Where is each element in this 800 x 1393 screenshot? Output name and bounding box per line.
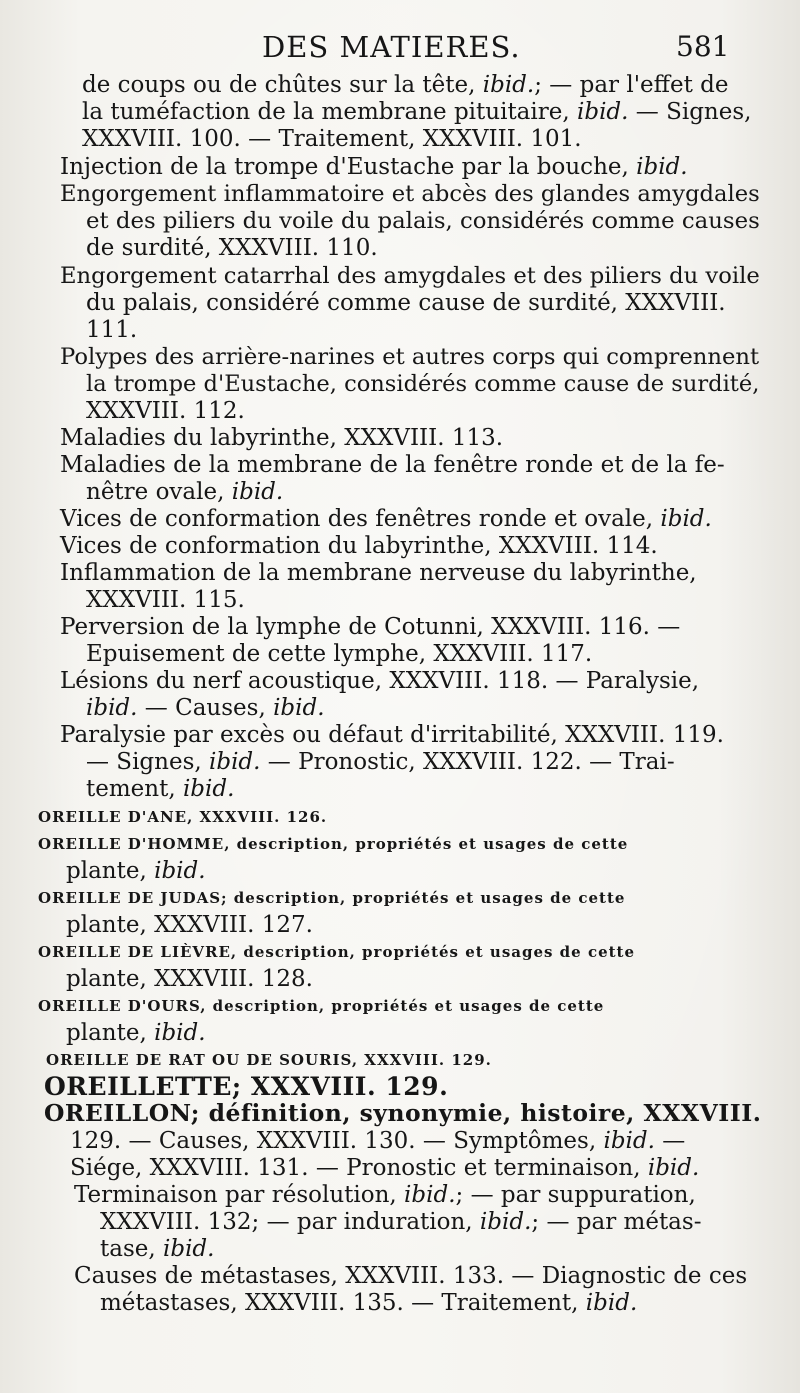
index-line: du palais, considéré comme cause de surdité, XXXVIII. (86, 290, 726, 316)
index-line: Injection de la trompe d'Eustache par la bouche, ibid. (60, 154, 688, 180)
index-line: plante, XXXVIII. 128. (66, 966, 313, 992)
index-line: XXXVIII. 112. (86, 398, 245, 424)
index-line: la trompe d'Eustache, considérés comme cause de surdité, (86, 371, 760, 397)
index-line: plante, XXXVIII. 127. (66, 912, 313, 938)
page-number: 581 (676, 30, 730, 63)
index-line: de surdité, XXXVIII. 110. (86, 235, 378, 261)
index-line: XXXVIII. 100. — Traitement, XXXVIII. 101. (82, 126, 582, 152)
index-line: OREILLON; définition, synonymie, histoire, XXXVIII. (44, 1099, 762, 1127)
index-line: Causes de métastases, XXXVIII. 133. — Diagnostic de ces (74, 1263, 748, 1289)
index-line: OREILLE DE JUDAS; description, propriétés et usages de cette (38, 889, 626, 907)
index-line: OREILLE DE LIÈVRE, description, propriétés et usages de cette (38, 943, 636, 961)
index-line: 129. — Causes, XXXVIII. 130. — Symptômes, ibid. — (70, 1128, 686, 1154)
index-line: et des piliers du voile du palais, considérés comme causes (86, 208, 760, 234)
index-line: tement, ibid. (86, 776, 235, 802)
index-line: Lésions du nerf acoustique, XXXVIII. 118. — Paralysie, (60, 668, 700, 694)
index-line: OREILLE D'OURS, description, propriétés et usages de cette (38, 997, 605, 1015)
index-line: nêtre ovale, ibid. (86, 479, 284, 505)
index-line: Paralysie par excès ou défaut d'irritabilité, XXXVIII. 119. (60, 722, 724, 748)
index-line: Maladies de la membrane de la fenêtre ronde et de la fe- (60, 452, 725, 478)
index-line: Vices de conformation des fenêtres ronde et ovale, ibid. (60, 506, 712, 532)
index-line: Polypes des arrière-narines et autres corps qui comprennent (60, 344, 760, 370)
index-line: Inflammation de la membrane nerveuse du labyrinthe, (60, 560, 697, 586)
index-line: Vices de conformation du labyrinthe, XXXVIII. 114. (60, 533, 658, 559)
index-line: métastases, XXXVIII. 135. — Traitement, ibid. (100, 1290, 638, 1316)
index-line: 111. (86, 317, 138, 343)
index-line: ibid. — Causes, ibid. (86, 695, 325, 721)
index-line: de coups ou de chûtes sur la tête, ibid.; — par l'effet de (82, 72, 729, 98)
index-line: plante, ibid. (66, 1020, 206, 1046)
index-line: OREILLETTE; XXXVIII. 129. (44, 1072, 449, 1101)
index-line: Terminaison par résolution, ibid.; — par suppuration, (74, 1182, 696, 1208)
index-line: OREILLE DE RAT OU DE SOURIS, XXXVIII. 129. (46, 1051, 492, 1069)
index-line: OREILLE D'ANE, XXXVIII. 126. (38, 808, 328, 826)
index-line: Engorgement catarrhal des amygdales et des piliers du voile (60, 263, 760, 289)
page-header (0, 30, 800, 70)
running-title: DES MATIERES. (262, 30, 521, 64)
index-line: Perversion de la lymphe de Cotunni, XXXVIII. 116. — (60, 614, 681, 640)
index-line: Engorgement inflammatoire et abcès des glandes amygdales (60, 181, 760, 207)
index-line: XXXVIII. 132; — par induration, ibid.; — par métas- (100, 1209, 702, 1235)
index-line: Epuisement de cette lymphe, XXXVIII. 117. (86, 641, 593, 667)
index-line: XXXVIII. 115. (86, 587, 245, 613)
index-line: tase, ibid. (100, 1236, 215, 1262)
index-line: OREILLE D'HOMME, description, propriétés et usages de cette (38, 835, 629, 853)
index-line: Maladies du labyrinthe, XXXVIII. 113. (60, 425, 504, 451)
index-line: la tuméfaction de la membrane pituitaire, ibid. — Signes, (82, 99, 752, 125)
index-line: Siége, XXXVIII. 131. — Pronostic et terminaison, ibid. (70, 1155, 700, 1181)
index-line: — Signes, ibid. — Pronostic, XXXVIII. 122. — Trai- (86, 749, 675, 775)
index-line: plante, ibid. (66, 858, 206, 884)
